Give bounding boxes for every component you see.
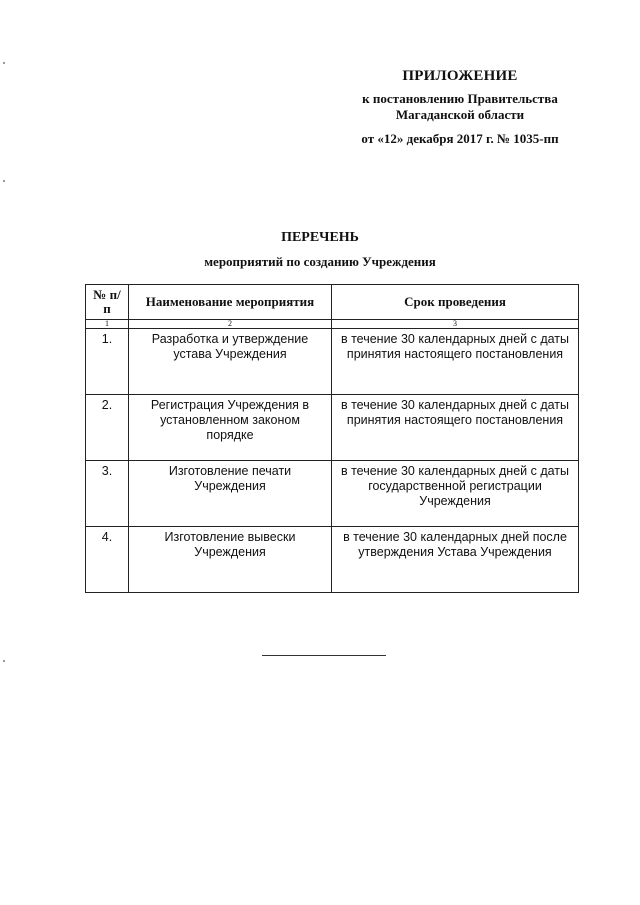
table-index-row — [86, 320, 579, 329]
row-term: в течение 30 календарных дней с даты принятия настоящего постановления — [332, 329, 579, 395]
appendix-date-line: от «12» декабря 2017 г. № 1035-пп — [361, 131, 559, 146]
index-cell: 3 — [332, 320, 579, 329]
document-heading — [0, 230, 640, 270]
heading-title: ПЕРЕЧЕНЬ — [281, 230, 359, 245]
row-name: Регистрация Учреждения в установленном законом порядке — [129, 395, 332, 461]
scan-margin-dot — [3, 180, 5, 182]
heading-subtitle: мероприятий по созданию Учреждения — [204, 254, 436, 269]
appendix-block — [340, 68, 580, 147]
row-term: в течение 30 календарных дней после утверждения Устава Учреждения — [332, 527, 579, 593]
table-header-row — [86, 285, 579, 320]
appendix-line-1: к постановлению Правительства — [362, 91, 558, 106]
table-row — [86, 461, 579, 527]
scan-margin-dot — [3, 660, 5, 662]
scan-margin-dot — [3, 62, 5, 64]
table-row — [86, 527, 579, 593]
row-num: 4. — [86, 527, 129, 593]
row-term: в течение 30 календарных дней с даты государственной регистрации Учреждения — [332, 461, 579, 527]
row-num: 1. — [86, 329, 129, 395]
table-row — [86, 395, 579, 461]
row-term: в течение 30 календарных дней с даты принятия настоящего постановления — [332, 395, 579, 461]
events-table — [85, 284, 579, 593]
table-row — [86, 329, 579, 395]
index-cell: 2 — [129, 320, 332, 329]
row-num: 2. — [86, 395, 129, 461]
row-num: 3. — [86, 461, 129, 527]
header-name: Наименование мероприятия — [129, 285, 332, 320]
row-name: Изготовление печати Учреждения — [129, 461, 332, 527]
header-term: Срок проведения — [332, 285, 579, 320]
closing-rule — [262, 655, 386, 656]
row-name: Разработка и утверждение устава Учреждения — [129, 329, 332, 395]
header-num: № п/п — [86, 285, 129, 320]
appendix-title: ПРИЛОЖЕНИЕ — [402, 68, 518, 84]
row-name: Изготовление вывески Учреждения — [129, 527, 332, 593]
index-cell: 1 — [86, 320, 129, 329]
appendix-line-2: Магаданской области — [395, 107, 525, 122]
